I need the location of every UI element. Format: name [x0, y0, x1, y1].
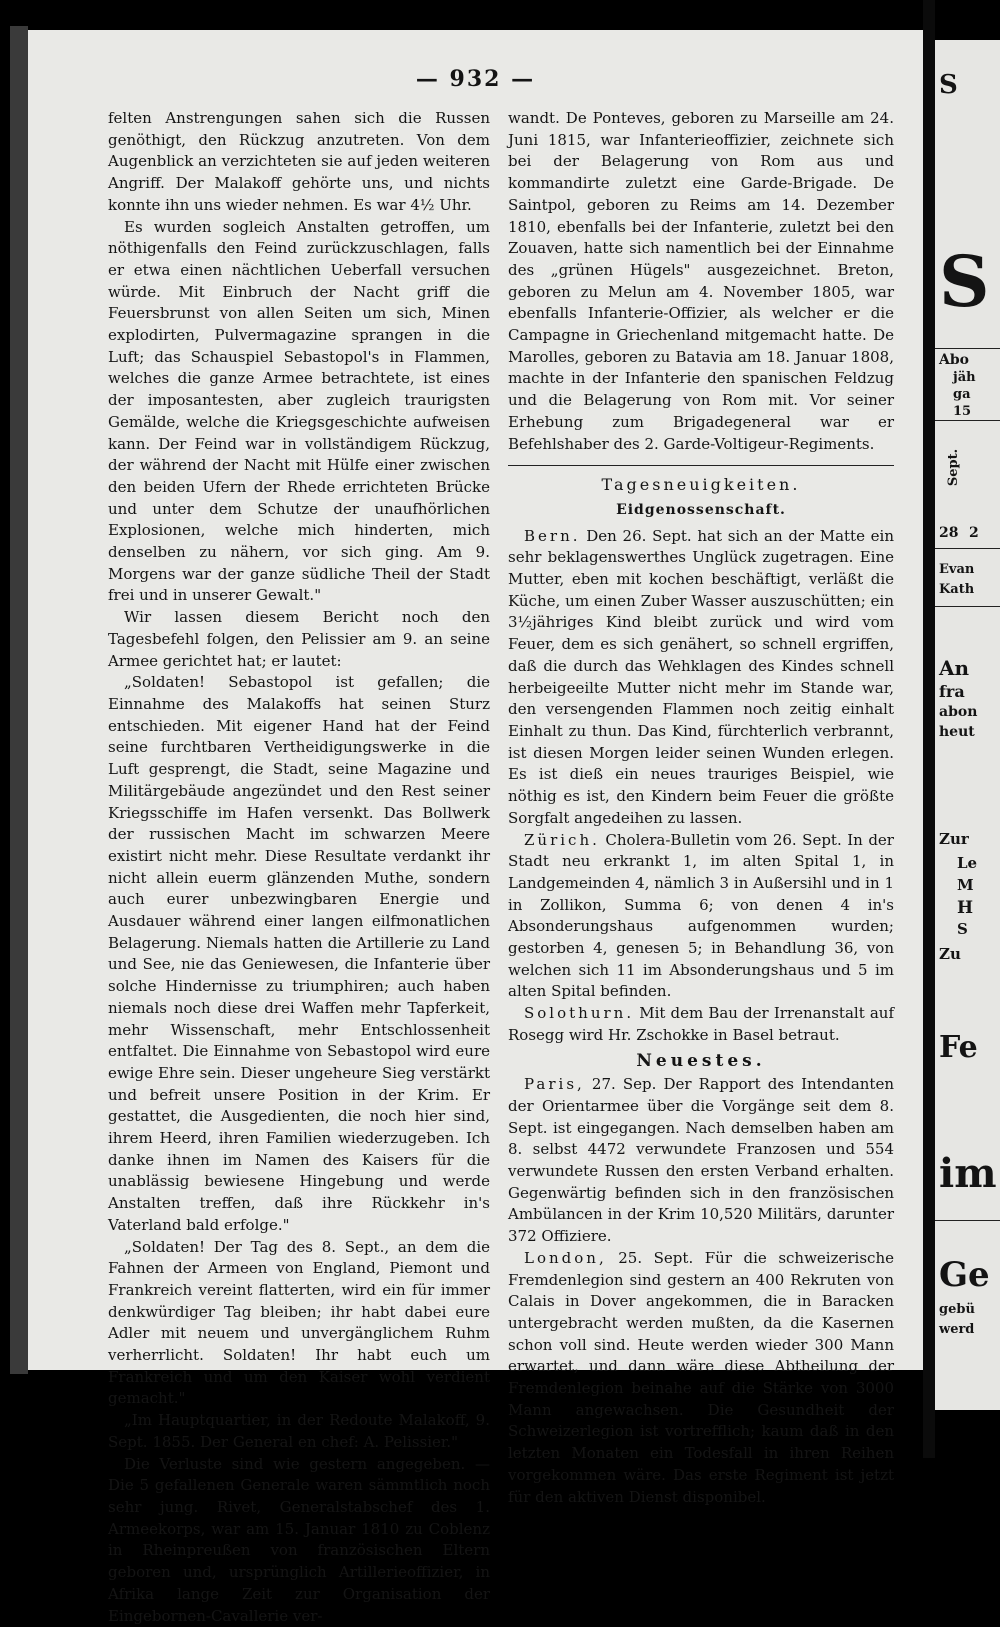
strip-gebu: gebü	[939, 1302, 975, 1317]
strip-rule-1	[935, 348, 1000, 349]
place-bern: Bern.	[524, 526, 581, 545]
text-london: 25. Sept. Für die schweizerische Fremdenlegion sind gestern an 400 Rekruten von Calais in Dover angekommen, die in Baracken untergebracht werden mußten, da die Kasernen schon voll sind. Heute werden wieder 300 Mann erwartet, und dann wäre diese Abtheilung der Fremdenlegion beinahe auf die Stärke von 3000 Mann angewachsen. Die Gesundheit der Schweizerlegion ist vortrefflich; kaum daß in den letzten Monaten ein Todesfall in ihren Reihen vorgekommen wäre. Das erste Regiment ist jetzt für den aktiven Dienst disponibel.	[508, 1248, 894, 1506]
subsection-title: Eidgenossenschaft.	[616, 501, 786, 518]
paragraph-left-2: Es wurden sogleich Anstalten getroffen, um nöthigenfalls den Feind zurückzuschlagen, falls er etwa einen nächtlichen Ueberfall versuchen würde. Mit Einbruch der Nacht griff die Feuersbrunst von allen Seiten um sich, Minen explodirten, Pulvermagazine sprangen in die Luft; das Schauspiel Sebastopol's in Flammen, welches die ganze Armee betrachtete, ist eines der imposantesten, aber zugleich traurigsten Gemälde, welche die Kriegsgeschichte aufweisen kann. Der Feind war in vollständigem Rückzug, der während der Nacht mit Hülfe einer zwischen den beiden Ufern der Rhede errichteten Brücke und unter dem Schutze der unaufhörlichen Explosionen, welche mich hinderten, mich denselben zu nähern, vor sich ging. Am 9. Morgens war der ganze südliche Theil der Stadt frei und in unserer Gewalt."	[108, 217, 490, 605]
strip-top-fragment: S	[939, 70, 958, 100]
news-bern	[508, 526, 894, 830]
news-zuerich	[508, 830, 894, 1004]
strip-rule-2	[935, 420, 1000, 421]
left-column	[108, 108, 490, 1627]
strip-abo-2: jäh	[953, 370, 976, 385]
paragraph-left-1: felten Anstrengungen sahen sich die Russen genöthigt, den Rückzug anzutreten. Von dem Augenblick an verzichteten sie auf jeden weiteren Angriff. Der Malakoff gehörte uns, und nichts konnte ihn uns wieder nehmen. Es war 4½ Uhr.	[108, 109, 490, 214]
strip-rule-3	[935, 548, 1000, 549]
strip-zur: Zur	[939, 830, 969, 848]
strip-fe: Fe	[939, 1030, 978, 1065]
strip-abo-3: ga	[953, 387, 971, 402]
paragraph-left-4: „Soldaten! Sebastopol ist gefallen; die Einnahme des Malakoffs hat seinen Sturz entschieden. Mit eigener Hand hat der Feind seine furchtbaren Vertheidigungswerke in die Luft gesprengt, die Stadt, seine Magazine und Militärgebäude angezündet und den Rest seiner Kriegsschiffe im Hafen versenkt. Das Bollwerk der russischen Macht im schwarzen Meere existirt nicht mehr. Diese Resultate verdankt ihr nicht allein euerm glänzenden Muthe, sondern auch eurer unbezwingbaren Energie und Ausdauer während einer langen eilfmonatlichen Belagerung. Niemals hatten die Artillerie zu Land und See, nie das Geniewesen, die Infanterie über solche Hindernisse zu triumphiren; auch haben niemals noch diese drei Waffen mehr Tapferkeit, mehr Wissenschaft, mehr Entschlossenheit entfaltet. Die Einnahme von Sebastopol wird eure ewige Ehre sein. Dieser ungeheure Sieg verstärkt und befreit unsere Position in der Krim. Er gestattet, die Ausgedienten, die noch hier sind, ihrem Heerd, ihren Familien wiederzugeben. Ich danke ihnen im Namen des Kaisers für die unablässig bewiesene Hingebung und werde Anstalten treffen, daß ihre Rückkehr in's Vaterland bald erfolge."	[108, 673, 490, 1234]
newest-title: Neuestes.	[636, 1050, 766, 1071]
place-zuerich: Zürich.	[524, 830, 600, 849]
place-solothurn: Solothurn.	[524, 1004, 635, 1023]
strip-num-2: 2	[969, 525, 979, 541]
section-divider	[508, 465, 894, 466]
paragraph-left-6: „Im Hauptquartier, in der Redoute Malakoff, 9. Sept. 1855. Der General en chef: A. Pelissier."	[108, 1411, 490, 1451]
strip-fra: fra	[939, 682, 965, 701]
strip-big-letter: S	[939, 240, 990, 323]
newspaper-page	[28, 30, 923, 1625]
strip-an: An	[939, 656, 970, 680]
strip-zu: Zu	[939, 945, 961, 963]
news-london	[508, 1248, 894, 1508]
place-london: London,	[524, 1248, 607, 1267]
page-edge	[10, 26, 28, 1374]
strip-kath: Kath	[939, 582, 975, 597]
strip-evan: Evan	[939, 562, 975, 577]
paragraph-generals: wandt. De Ponteves, geboren zu Marseille am 24. Juni 1815, war Infanterieoffizier, zeichnete sich bei der Belagerung von Rom aus und kommandirte zuletzt eine Garde-Brigade. De Saintpol, geboren zu Reims am 14. Dezember 1810, ebenfalls bei der Infanterie, zuletzt bei den Zouaven, hatte sich namentlich bei der Einnahme des „grünen Hügels" ausgezeichnet. Breton, geboren zu Melun am 4. November 1805, war ebenfalls Infanterie-Offizier, als welcher er die Campagne in Griechenland mitgemacht hatte. De Marolles, geboren zu Batavia am 18. Januar 1808, machte in der Infanterie den spanischen Feldzug und die Belagerung von Rom mit. Vor seiner Erhebung zum Brigadegeneral war er Befehlshaber des 2. Garde-Voltigeur-Regiments.	[508, 109, 894, 453]
strip-num-28: 28	[939, 525, 959, 541]
text-bern: Den 26. Sept. hat sich an der Matte ein sehr beklagenswerthes Unglück zugetragen. Eine Mutter, eben mit kochen beschäftigt, verläßt die Küche, um einen Zuber Wasser auszuschütten; ein 3½jähriges Kind bleibt zurück und wird vom Feuer, dem es sich genähert, so schnell ergriffen, daß die durch das Wehklagen des Kindes schnell herbeigeeilte Mutter nicht mehr im Stande war, den versengenden Flammen noch zeitig einhalt Einhalt zu thun. Das Kind, fürchterlich verbrannt, ist diesen Morgen leider seinen Wunden erlegen. Es ist dieß ein neues trauriges Beispiel, wie nöthig es ist, den Kindern beim Feuer die größte Sorgfalt angedeihen zu lassen.	[508, 526, 894, 827]
text-paris: 27. Sep. Der Rapport des Intendanten der Orientarmee über die Vorgänge seit dem 8. Sept. ist eingegangen. Nach demselben haben am 8. selbst 4472 verwundete Franzosen und 554 verwundete Russen den ersten Verband erhalten. Gegenwärtig befinden sich in den französischen Ambülancen in der Krim 10,520 Militärs, darunter 372 Offiziere.	[508, 1075, 894, 1246]
paragraph-left-3: Wir lassen diesem Bericht noch den Tagesbefehl folgen, den Pelissier am 9. an seine Armee gerichtet hat; er lautet:	[108, 608, 490, 670]
strip-le: Le	[957, 854, 978, 872]
page-number: — 932 —	[415, 66, 536, 92]
text-solothurn: Mit dem Bau der Irrenanstalt auf Rosegg wird Hr. Zschokke in Basel betraut.	[508, 1004, 894, 1044]
paragraph-left-5: „Soldaten! Der Tag des 8. Sept., an dem die Fahnen der Armeen von England, Piemont und Frankreich vereint flatterten, wird ein für immer denkwürdiger Tag bleiben; ihr habt dabei eure Adler mit neuem und unvergänglichem Ruhm verherrlicht. Soldaten! Ihr habt euch um Frankreich und um den Kaiser wohl verdient gemacht."	[108, 1237, 490, 1408]
strip-h: H	[957, 898, 974, 918]
strip-abon: abon	[939, 704, 978, 720]
strip-rule-4	[935, 606, 1000, 607]
place-paris: Paris,	[524, 1075, 585, 1094]
news-solothurn	[508, 1003, 894, 1046]
book-gutter	[923, 0, 935, 1458]
strip-werd: werd	[939, 1322, 975, 1337]
adjacent-page-strip	[935, 40, 1000, 1410]
right-column	[508, 108, 894, 1508]
strip-m: M	[957, 876, 974, 894]
paragraph-left-7: Die Verluste sind wie gestern angegeben. — Die 5 gefallenen Generale waren sämmtlich noch sehr jung. Rivet, Generalstabschef des 1. Armeekorps, war am 15. Januar 1810 zu Coblenz in Rheinpreußen von französischen Eltern geboren und, ursprünglich Artillerieoffizier, in Afrika lange Zeit zur Organisation der Eingebornen-Cavallerie ver-	[108, 1454, 490, 1625]
strip-s: S	[957, 920, 968, 938]
text-zuerich: Cholera-Bulletin vom 26. Sept. In der Stadt neu erkrankt 1, im alten Spital 1, in Landgemeinden 4, nämlich 3 in Außersihl und in 1 in Zollikon, Summa 6; von denen 4 in's Absonderungshaus aufgenommen wurden; gestorben 4, genesen 5; in Behandlung 36, von welchen sich 11 im Absonderungshaus und 5 im alten Spital befinden.	[508, 830, 894, 1001]
strip-abo-1: Abo	[939, 352, 969, 368]
news-paris	[508, 1074, 894, 1248]
strip-abo-4: 15	[953, 404, 972, 419]
strip-rule-5	[935, 1220, 1000, 1221]
strip-im: im	[939, 1150, 997, 1197]
section-title: Tagesneuigkeiten.	[601, 475, 801, 495]
strip-heut: heut	[939, 724, 975, 740]
strip-sept: Sept.	[946, 448, 962, 487]
strip-ge: Ge	[939, 1255, 990, 1295]
